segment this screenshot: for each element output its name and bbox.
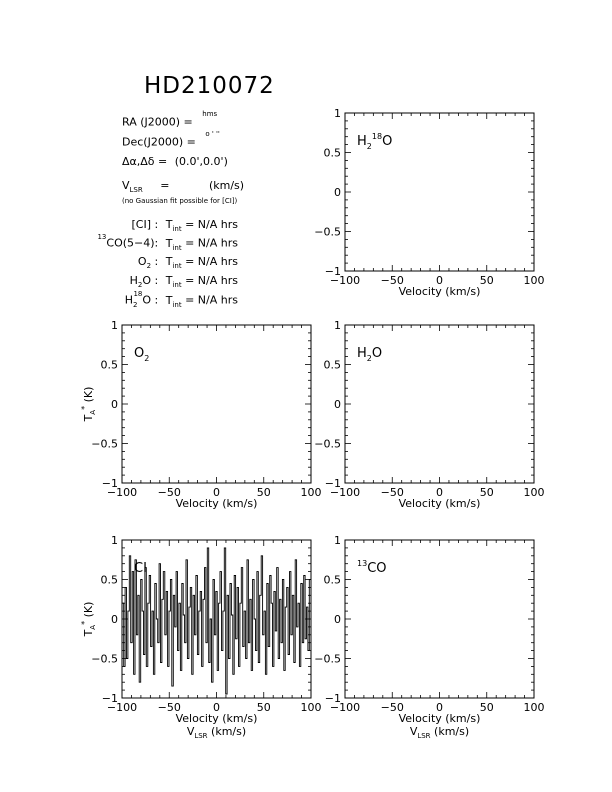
plot-panel-h2o: [314, 319, 544, 510]
panel-label: $^{13}$CO: [357, 559, 387, 576]
tint-value: = N/A hrs: [181, 274, 238, 287]
x-tick-label: 0: [436, 274, 443, 287]
line-name-tail: O :: [142, 274, 159, 287]
x-tick-label: −100: [329, 274, 361, 287]
x-axis-label: Velocity (km/s): [175, 497, 258, 510]
line-isotope-sup: 13: [97, 233, 107, 241]
tint-value: = N/A hrs: [181, 255, 238, 268]
dec-unit: o ' '': [205, 130, 220, 138]
x-tick-label: −50: [157, 701, 181, 714]
page-title: HD210072: [144, 73, 275, 99]
panel-label: CI: [134, 561, 147, 576]
y-tick-label: 0: [334, 613, 341, 626]
y-tick-label: −0.5: [91, 652, 118, 666]
line-name: H: [129, 274, 138, 287]
x-tick-label: 100: [300, 701, 322, 714]
y-tick-label: 0.5: [323, 573, 341, 587]
offset-label: Δα,Δδ =: [122, 155, 168, 168]
x-tick-label: −100: [329, 701, 361, 714]
tint-label: T: [162, 255, 173, 268]
tint-sub: int: [172, 243, 182, 252]
y-tick-label: −1: [324, 265, 341, 278]
vlsr-sub: LSR: [129, 186, 143, 195]
panel-label: $O_2$: [134, 346, 150, 363]
plot-panel-13co: [314, 534, 544, 740]
y-tick-label: 0: [334, 398, 341, 411]
y-tick-label: 1: [111, 319, 118, 332]
line-isotope-sup: 18: [133, 290, 143, 298]
plot-panel-ci: [80, 534, 322, 740]
x-tick-label: −50: [380, 486, 404, 499]
tint-label: T: [162, 236, 173, 250]
x-tick-label: −50: [380, 701, 404, 714]
x-tick-label: −50: [380, 274, 404, 287]
x-tick-label: 50: [479, 701, 494, 714]
x-tick-label: 100: [300, 486, 322, 499]
line-name: [CI] :: [131, 218, 159, 231]
x-axis-label: Velocity (km/s): [398, 497, 481, 510]
y-axis-label: $T_A^*$ (K): [80, 386, 97, 422]
tint-label: T: [162, 293, 173, 307]
x-tick-label: 50: [479, 486, 494, 499]
y-tick-label: 0: [334, 186, 341, 199]
x-tick-label: 50: [479, 274, 494, 287]
panel-label: $H_2O$: [357, 346, 383, 363]
x-tick-label: 100: [523, 274, 545, 287]
x-tick-label: −100: [106, 486, 138, 499]
y-tick-label: 0.5: [100, 358, 118, 372]
tint-value: = N/A hrs: [181, 218, 238, 231]
line-name-tail: :: [151, 255, 159, 268]
y-tick-label: −1: [324, 692, 341, 705]
y-tick-label: −1: [101, 477, 118, 490]
x-axis-label: Velocity (km/s): [398, 285, 481, 298]
plot-panel-o2: [80, 319, 322, 510]
x-tick-label: 0: [213, 486, 220, 499]
x-tick-label: 0: [436, 701, 443, 714]
tint-sub: int: [172, 262, 182, 271]
x-tick-label: 50: [256, 701, 271, 714]
ra-unit: hms: [202, 110, 218, 118]
x-axis-label: Velocity (km/s): [398, 712, 481, 725]
x-tick-label: 100: [523, 701, 545, 714]
y-tick-label: −0.5: [314, 437, 341, 451]
spectrum-line: [122, 548, 311, 694]
y-tick-label: 0.5: [323, 358, 341, 372]
panel-label: $H_2^{18}O$: [357, 132, 393, 151]
plot-panel-h2-18o: [314, 107, 544, 298]
x-tick-label: −50: [157, 486, 181, 499]
y-tick-label: −1: [324, 477, 341, 490]
tint-sub: int: [172, 300, 182, 309]
x-tick-label: 50: [256, 486, 271, 499]
line-name-sub: 2: [137, 281, 143, 290]
tint-value: = N/A hrs: [181, 236, 238, 250]
y-tick-label: −1: [101, 692, 118, 705]
tint-label: T: [162, 218, 173, 231]
plot-frame: [122, 325, 311, 483]
tint-label: T: [162, 274, 173, 287]
x-tick-label: −100: [329, 486, 361, 499]
y-tick-label: −0.5: [314, 652, 341, 666]
vlsr-eq: =: [160, 179, 170, 192]
vlsr-unit: (km/s): [208, 179, 245, 192]
line-name-sub: 2: [146, 262, 152, 271]
x-tick-label: 0: [213, 701, 220, 714]
y-tick-label: −0.5: [314, 225, 341, 239]
tint-sub: int: [172, 281, 182, 290]
y-tick-label: 1: [334, 319, 341, 332]
line-name: O: [137, 255, 147, 268]
y-tick-label: 0.5: [323, 146, 341, 160]
x-axis-label-vlsr: $V_{LSR}$ (km/s): [409, 725, 470, 740]
y-tick-label: 1: [334, 107, 341, 120]
offset-value: (0.0',0.0'): [174, 155, 228, 168]
line-name-tail: O :: [142, 293, 159, 307]
y-axis-label: $T_A^*$ (K): [80, 601, 97, 637]
y-tick-label: 0.5: [100, 573, 118, 587]
x-tick-label: −100: [106, 701, 138, 714]
x-tick-label: 100: [523, 486, 545, 499]
x-axis-label: Velocity (km/s): [175, 712, 258, 725]
vlsr-label: V: [122, 179, 130, 192]
x-axis-label-vlsr: $V_{LSR}$ (km/s): [186, 725, 247, 740]
y-tick-label: −0.5: [91, 437, 118, 451]
dec-label: Dec(J2000) =: [122, 135, 196, 149]
y-tick-label: 0: [111, 613, 118, 626]
line-name: CO(5−4):: [106, 236, 159, 250]
y-tick-label: 1: [334, 534, 341, 547]
line-name: H: [124, 293, 133, 307]
gaussian-note: (no Gaussian fit possible for [CI]): [122, 197, 238, 205]
ra-label: RA (J2000) =: [122, 115, 193, 129]
tint-value: = N/A hrs: [181, 293, 238, 307]
line-name-sub: 2: [132, 300, 138, 309]
y-tick-label: 1: [111, 534, 118, 547]
x-tick-label: 0: [436, 486, 443, 499]
y-tick-label: 0: [111, 398, 118, 411]
tint-sub: int: [172, 225, 182, 234]
